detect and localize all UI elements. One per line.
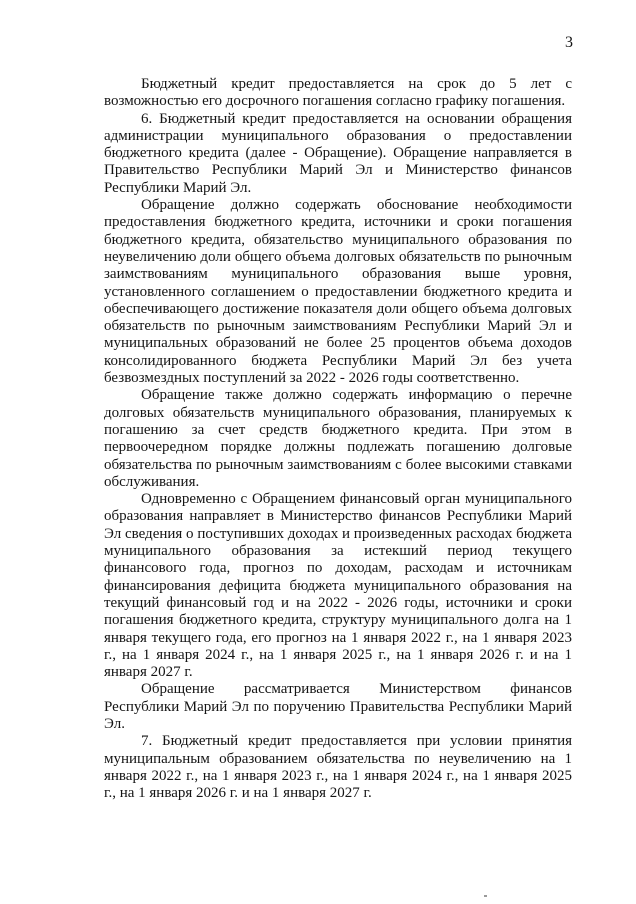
paragraph-7-loan-condition: 7. Бюджетный кредит предоставляется при условии принятия муниципальным образованием обязательства по неувеличению на 1 января 2022 г., на 1 января 2023 г., на 1 января 2024 г., на 1 января 2025 г., на 1 января 2026 г. и на 1 января 2027 г. [104, 733, 572, 802]
scan-artifact [484, 895, 487, 897]
paragraph-application-review: Обращение рассматривается Министерством финансов Республики Марий Эл по поручению Правительства Республики Марий Эл. [104, 681, 572, 732]
paragraph-financial-information: Одновременно с Обращением финансовый орган муниципального образования направляет в Министерство финансов Республики Марий Эл сведения о поступивших доходах и произведенных расходах бюджета муниципального образования за истекший период текущего финансового года, прогноз по доходам, расходам и источникам финансирования дефицита бюджета муниципального образования на текущий финансовый год и на 2022 - 2026 годы, источники и сроки погашения бюджетного кредита, структуру муниципального долга на 1 января текущего года, его прогноз на 1 января 2022 г., на 1 января 2023 г., на 1 января 2024 г., на 1 января 2025 г., на 1 января 2026 г. и на 1 января 2027 г. [104, 491, 572, 681]
document-body [104, 76, 572, 802]
paragraph-debt-obligations-list: Обращение также должно содержать информацию о перечне долговых обязательств муниципального образования, планируемых к погашению за счет средств бюджетного кредита. При этом в первоочередном порядке должны подлежать погашению долговые обязательства по рыночным заимствованиям с более высокими ставками обслуживания. [104, 387, 572, 490]
page-number: 3 [565, 34, 573, 51]
paragraph-6-basis-of-loan: 6. Бюджетный кредит предоставляется на основании обращения администрации муниципального образования о предоставлении бюджетного кредита (далее - Обращение). Обращение направляется в Правительство Республики Марий Эл и Министерство финансов Республики Марий Эл. [104, 110, 572, 196]
paragraph-application-content: Обращение должно содержать обоснование необходимости предоставления бюджетного кредита, источники и сроки погашения бюджетного кредита, обязательство муниципального образования по неувеличению доли общего объема долговых обязательств по рыночным заимствованиям муниципального образования выше уровня, установленного соглашением о предоставлении бюджетного кредита и обеспечивающего достижение показателя доли общего объема долговых обязательств по рыночным заимствованиям Республики Марий Эл и муниципальных образований не более 25 процентов объема доходов консолидированного бюджета Республики Марий Эл без учета безвозмездных поступлений за 2022 - 2026 годы соответственно. [104, 197, 572, 387]
paragraph-loan-term: Бюджетный кредит предоставляется на срок до 5 лет с возможностью его досрочного погашения согласно графику погашения. [104, 76, 572, 110]
